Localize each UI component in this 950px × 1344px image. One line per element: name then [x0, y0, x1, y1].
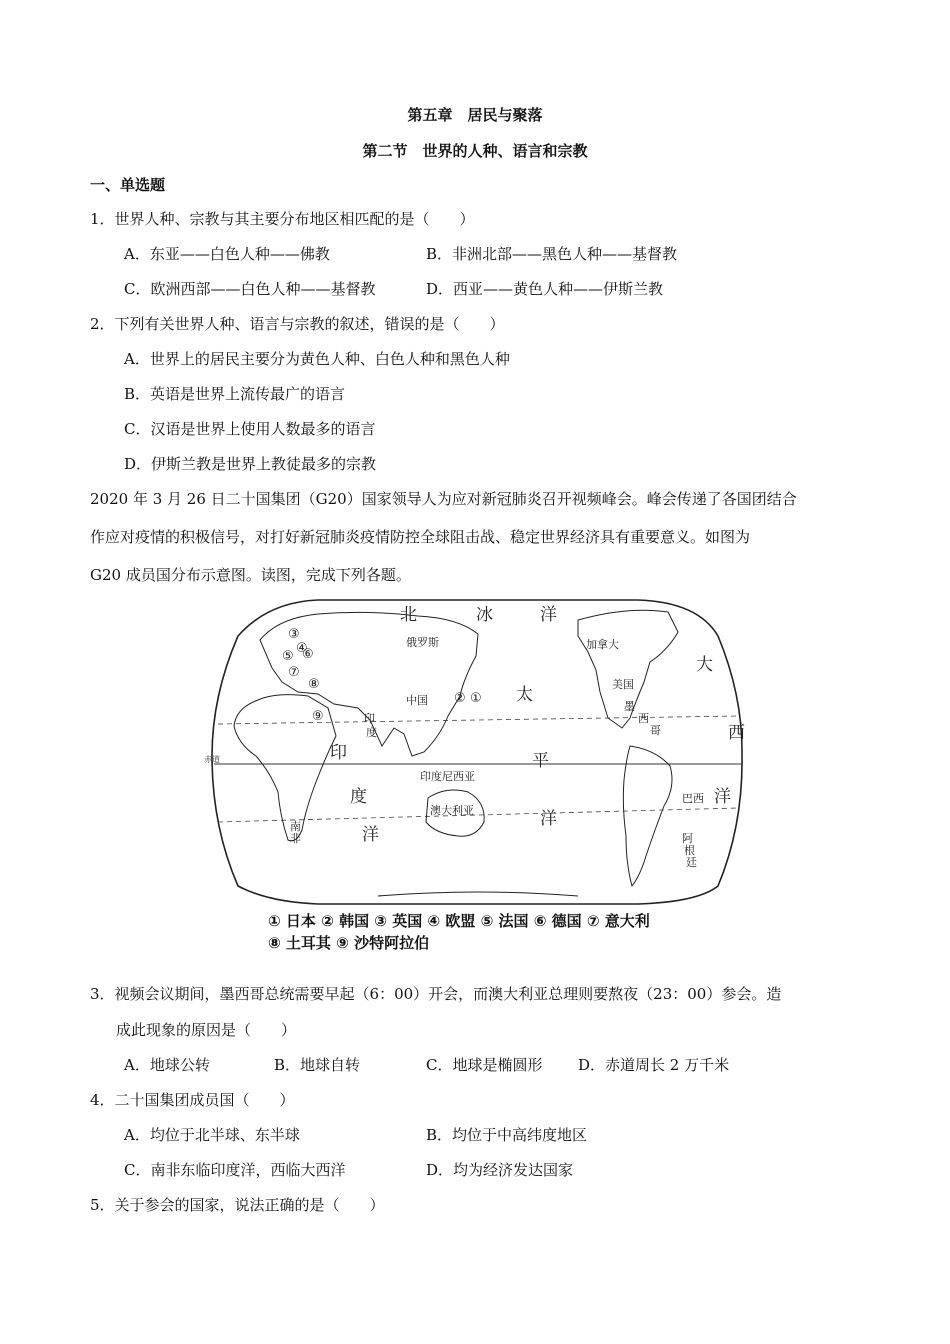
map-legend-line-2: ⑧ 土耳其 ⑨ 沙特阿拉伯 — [268, 934, 430, 952]
circled-number: ⑥ — [302, 647, 314, 662]
country-label: 西 — [638, 712, 649, 725]
country-label: 度 — [366, 726, 377, 739]
section-heading: 一、单选题 — [90, 176, 166, 194]
q2-option-d[interactable]: D．伊斯兰教是世界上教徒最多的宗教 — [124, 455, 377, 473]
country-label: 非 — [290, 832, 301, 845]
country-label: 南 — [290, 820, 301, 833]
ocean-label: 度 — [350, 787, 367, 807]
q2-stem: 2．下列有关世界人种、语言与宗教的叙述，错误的是（ ） — [90, 315, 505, 333]
q2-option-c[interactable]: C．汉语是世界上使用人数最多的语言 — [124, 420, 376, 438]
q2-option-b[interactable]: B．英语是世界上流传最广的语言 — [124, 385, 346, 403]
circled-number: ⑧ — [308, 677, 320, 692]
q4-option-c[interactable]: C．南非东临印度洋，西临大西洋 — [124, 1161, 346, 1179]
q3-stem-line-2: 成此现象的原因是（ ） — [116, 1021, 297, 1039]
ocean-label: 洋 — [540, 809, 557, 829]
country-label: 墨 — [624, 700, 635, 713]
country-label: 哥 — [650, 724, 661, 737]
country-label: 中国 — [406, 694, 428, 707]
ocean-label: 洋 — [362, 825, 379, 845]
q3-option-c[interactable]: C．地球是椭圆形 — [426, 1056, 543, 1074]
circled-number: ④ — [296, 641, 308, 656]
country-label: 廷 — [686, 856, 697, 869]
chapter-title: 第五章 居民与聚落 — [407, 106, 543, 124]
country-label: 印 — [364, 712, 375, 725]
country-label: 阿 — [682, 832, 693, 845]
q1-option-a[interactable]: A．东亚——白色人种——佛教 — [124, 245, 330, 263]
q1-stem: 1．世界人种、宗教与其主要分布地区相匹配的是（ ） — [90, 210, 475, 228]
passage-line-2: 作应对疫情的积极信号，对打好新冠肺炎疫情防控全球阻击战、稳定世界经济具有重要意义。如图为 — [90, 528, 751, 546]
q4-stem: 4．二十国集团成员国（ ） — [90, 1091, 295, 1109]
ocean-label: 印 — [330, 743, 347, 763]
country-label: 美国 — [612, 678, 634, 691]
q1-option-b[interactable]: B．非洲北部——黑色人种——基督教 — [426, 245, 678, 263]
q3-option-b[interactable]: B．地球自转 — [274, 1056, 361, 1074]
q3-option-a[interactable]: A．地球公转 — [124, 1056, 210, 1074]
q3-option-d[interactable]: D．赤道周长 2 万千米 — [578, 1056, 730, 1074]
circled-number: ③ — [288, 627, 300, 642]
q4-option-b[interactable]: B．均位于中高纬度地区 — [426, 1126, 588, 1144]
circled-number: ② — [454, 691, 466, 706]
q5-stem: 5．关于参会的国家，说法正确的是（ ） — [90, 1196, 385, 1214]
country-label: 根 — [684, 844, 695, 857]
q1-option-c[interactable]: C．欧洲西部——白色人种——基督教 — [124, 280, 376, 298]
passage-line-1: 2020 年 3 月 26 日二十国集团（G20）国家领导人为应对新冠肺炎召开视频峰会。峰会传递了各国团结合 — [90, 490, 797, 508]
country-label: 印度尼西亚 — [420, 770, 475, 783]
section-title: 第二节 世界的人种、语言和宗教 — [362, 142, 588, 160]
country-label: 加拿大 — [586, 638, 619, 651]
ocean-label: 太 — [516, 685, 533, 705]
map-legend-line-1: ① 日本 ② 韩国 ③ 英国 ④ 欧盟 ⑤ 法国 ⑥ 德国 ⑦ 意大利 — [268, 912, 650, 930]
ocean-label: 洋 — [540, 605, 557, 625]
q1-option-d[interactable]: D．西亚——黄色人种——伊斯兰教 — [426, 280, 664, 298]
ocean-label: 平 — [532, 751, 549, 771]
q3-stem-line-1: 3．视频会议期间，墨西哥总统需要早起（6：00）开会，而澳大利亚总理则要熬夜（23：00）参会。造 — [90, 985, 782, 1003]
ocean-label: 洋 — [714, 787, 731, 807]
circled-number: ⑦ — [288, 665, 300, 680]
ocean-label: 冰 — [476, 605, 493, 625]
country-label: 澳大利亚 — [430, 804, 474, 817]
circled-number: ① — [470, 691, 482, 706]
equator-label: 赤道 — [204, 755, 220, 764]
country-label: 俄罗斯 — [406, 636, 439, 649]
q2-option-a[interactable]: A．世界上的居民主要分为黄色人种、白色人种和黑色人种 — [124, 350, 510, 368]
circled-number: ⑤ — [282, 649, 294, 664]
q4-option-a[interactable]: A．均位于北半球、东半球 — [124, 1126, 300, 1144]
country-label: 巴西 — [682, 792, 704, 805]
q4-option-d[interactable]: D．均为经济发达国家 — [426, 1161, 574, 1179]
passage-line-3: G20 成员国分布示意图。读图，完成下列各题。 — [90, 566, 411, 584]
circled-number: ⑨ — [312, 709, 324, 724]
g20-world-map — [198, 596, 754, 958]
ocean-label: 北 — [400, 605, 417, 625]
ocean-label: 西 — [728, 723, 745, 743]
ocean-label: 大 — [696, 655, 713, 675]
